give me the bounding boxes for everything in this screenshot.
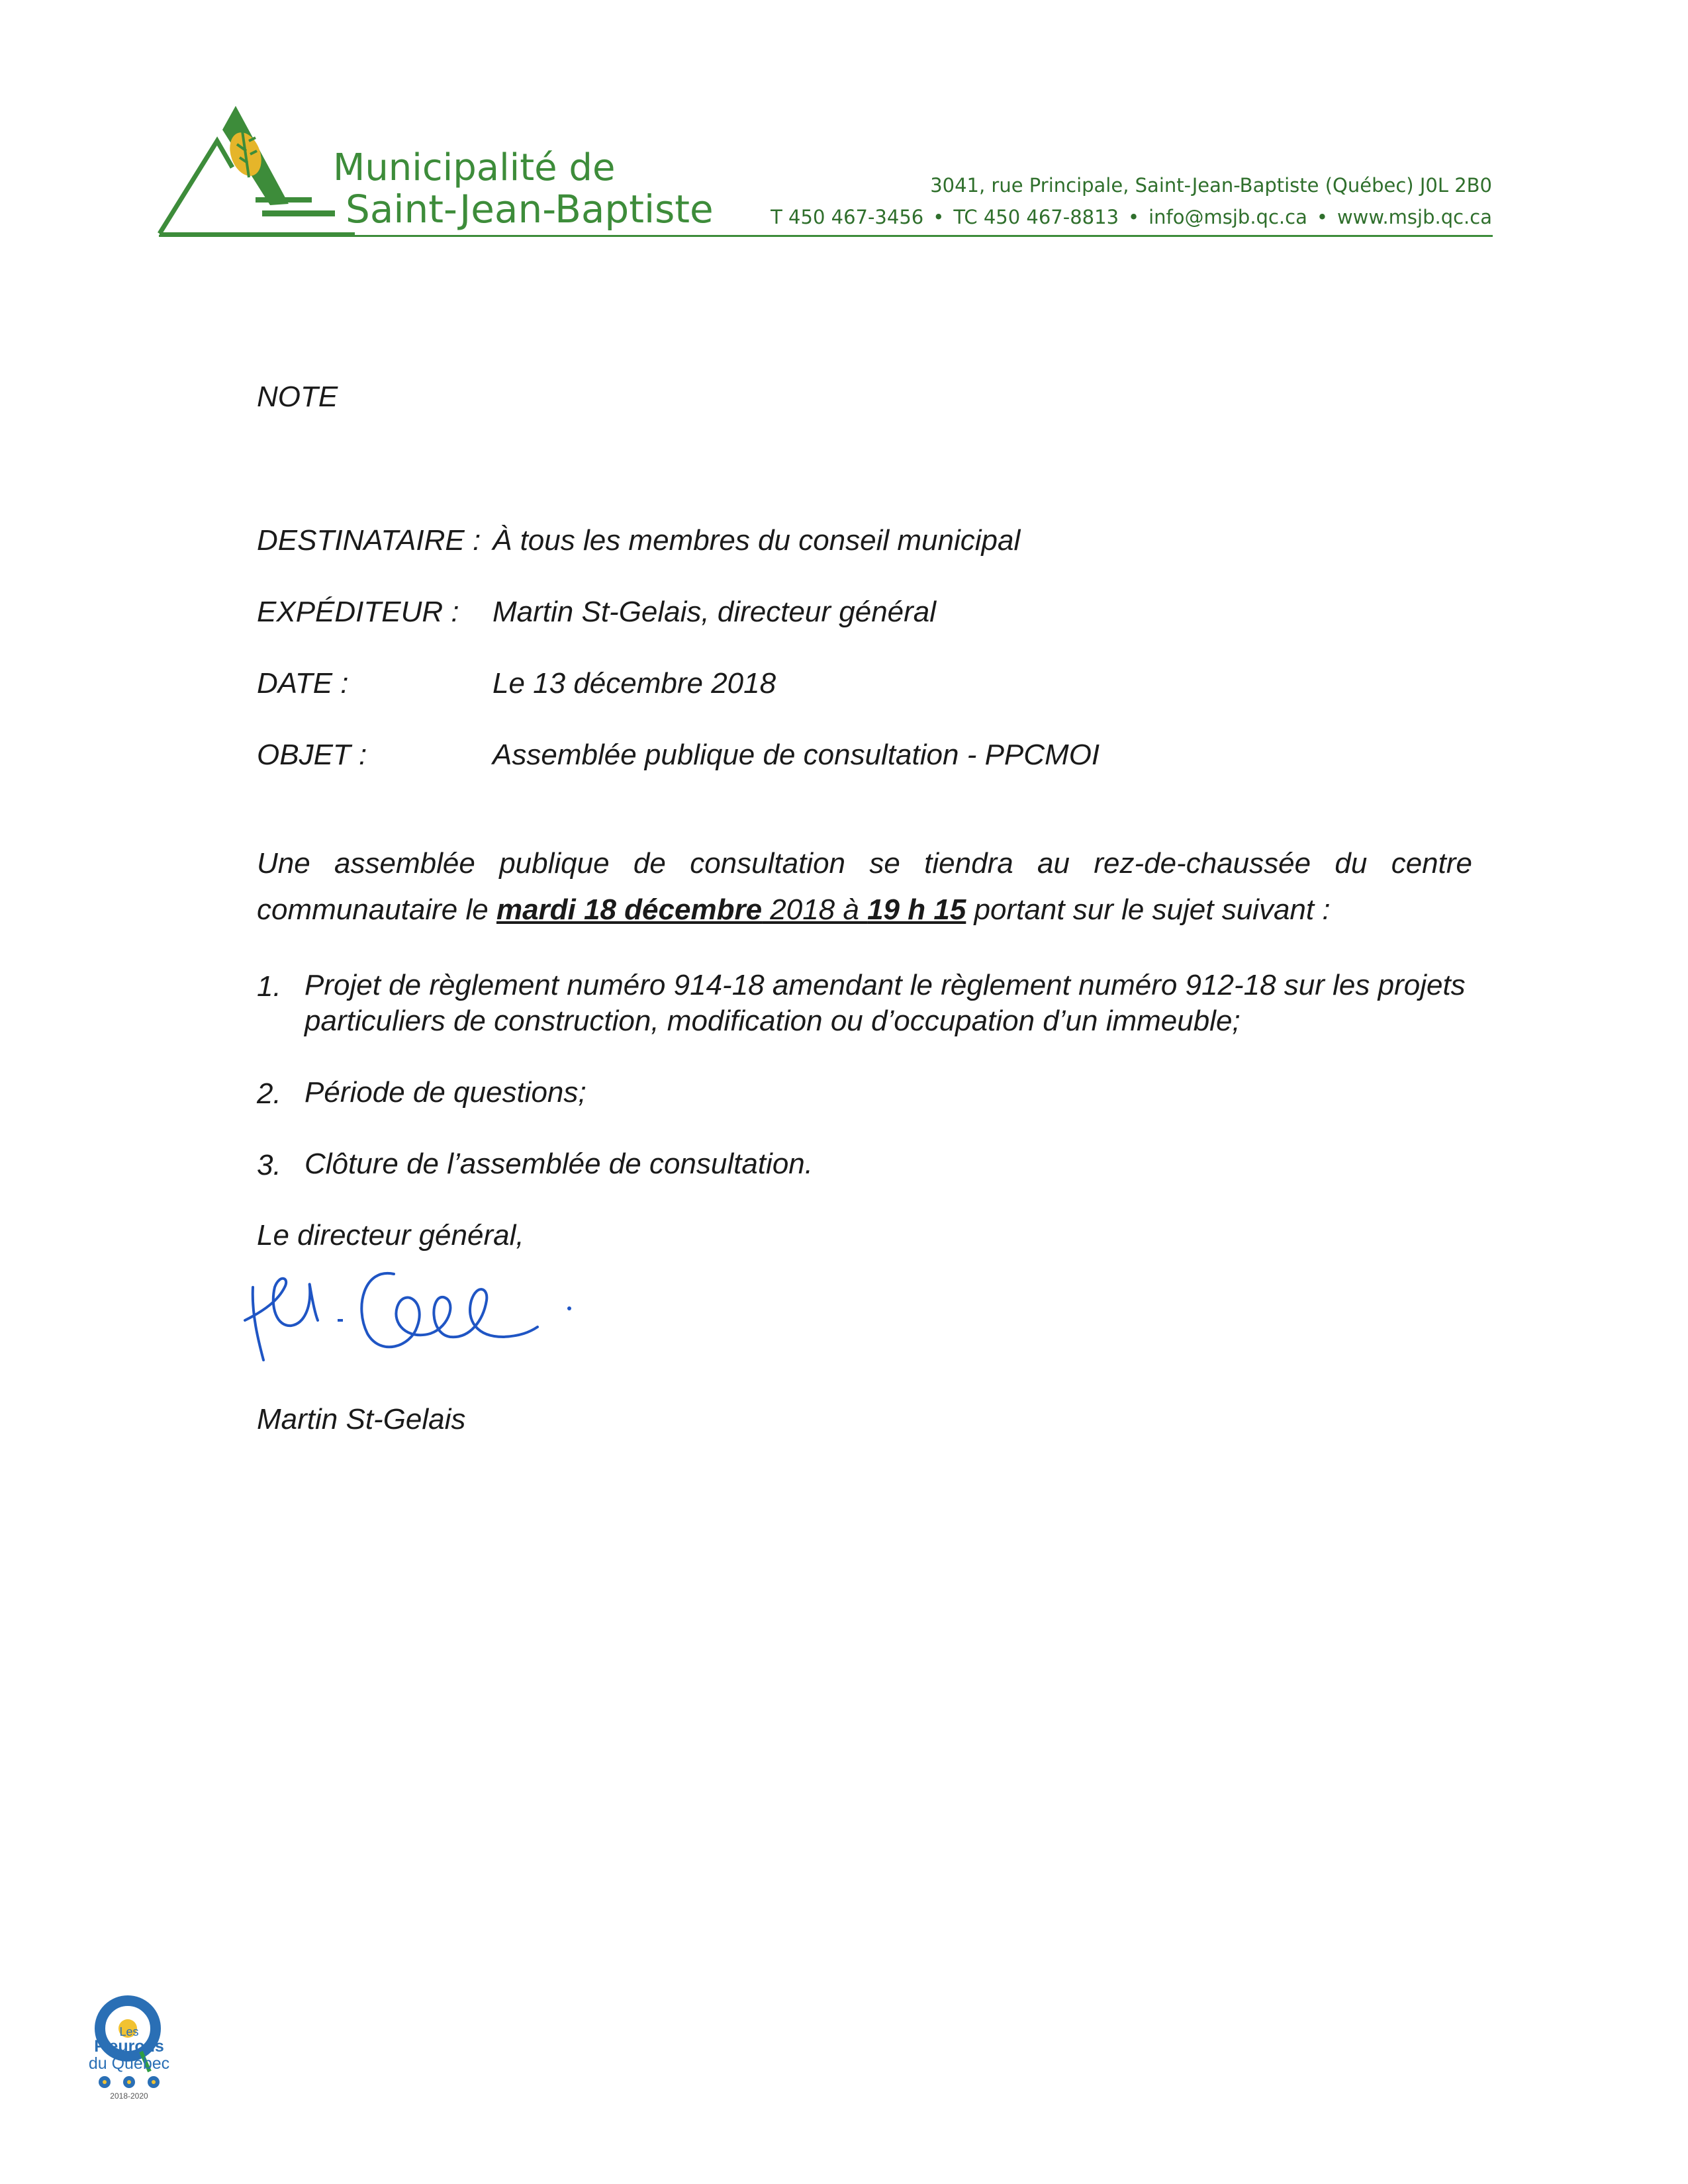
to-label: DESTINATAIRE : (257, 524, 481, 557)
signatory-name: Martin St-Gelais (257, 1403, 466, 1435)
handwritten-signature (238, 1248, 609, 1380)
date-value: Le 13 décembre 2018 (492, 667, 776, 700)
municipality-name-line1: Municipalité de (333, 146, 616, 189)
intro-paragraph (257, 841, 1472, 933)
list-item: Période de questions; (305, 1076, 586, 1109)
intro-text-end: portant sur le sujet suivant : (966, 893, 1331, 926)
bullet-separator: • (1128, 206, 1140, 228)
intro-text: Une assemblée publique de consultation se tiendra au rez-de-chaussée du centre communautaire le (257, 847, 1472, 926)
list-item: Clôture de l’assemblée de consultation. (305, 1148, 814, 1180)
municipality-name (331, 146, 714, 232)
list-item: Projet de règlement numéro 914-18 amendant le règlement numéro 912-18 sur les projets particuliers de construction, modification ou d’occupation d’un immeuble; (305, 969, 1466, 1037)
website: www.msjb.qc.ca (1336, 206, 1492, 228)
subject-label: OBJET : (257, 739, 367, 771)
address: 3041, rue Principale, Saint-Jean-Baptiste (Québec) J0L 2B0 (930, 174, 1492, 197)
header-rule (159, 235, 1493, 237)
bullet-separator: • (1316, 206, 1328, 228)
from-value: Martin St-Gelais, directeur général (492, 596, 937, 628)
badge-text-quebec: du Québec (88, 2054, 170, 2073)
from-label: EXPÉDITEUR : (257, 596, 459, 628)
date-label: DATE : (257, 667, 349, 700)
bullet-separator: • (933, 206, 945, 228)
badge-text-les: Les (119, 2025, 139, 2038)
to-value: À tous les membres du conseil municipal (492, 524, 1021, 557)
memo-title: NOTE (257, 381, 338, 413)
list-number: 2. (257, 1077, 281, 1110)
fax: TC 450 467-8813 (953, 206, 1119, 228)
municipality-name-line2: Saint-Jean-Baptiste (346, 186, 714, 232)
meeting-day: mardi 18 décembre (496, 893, 763, 926)
badge-text-fleurons: Fleurons (94, 2037, 164, 2056)
closing-salutation: Le directeur général, (257, 1219, 524, 1251)
phone: T 450 467-3456 (771, 206, 924, 228)
municipality-logo (156, 105, 355, 237)
list-number: 1. (257, 970, 281, 1003)
meeting-time: 19 h 15 (867, 893, 966, 926)
subject-value: Assemblée publique de consultation - PPCMOI (492, 739, 1100, 771)
flower-rating-icon (93, 2074, 165, 2090)
contact-block (771, 169, 1492, 233)
badge-years: 2018-2020 (110, 2091, 148, 2101)
meeting-year: 2018 à (762, 893, 868, 926)
contact-line (771, 201, 1492, 233)
list-number: 3. (257, 1149, 281, 1181)
email: info@msjb.qc.ca (1149, 206, 1307, 228)
